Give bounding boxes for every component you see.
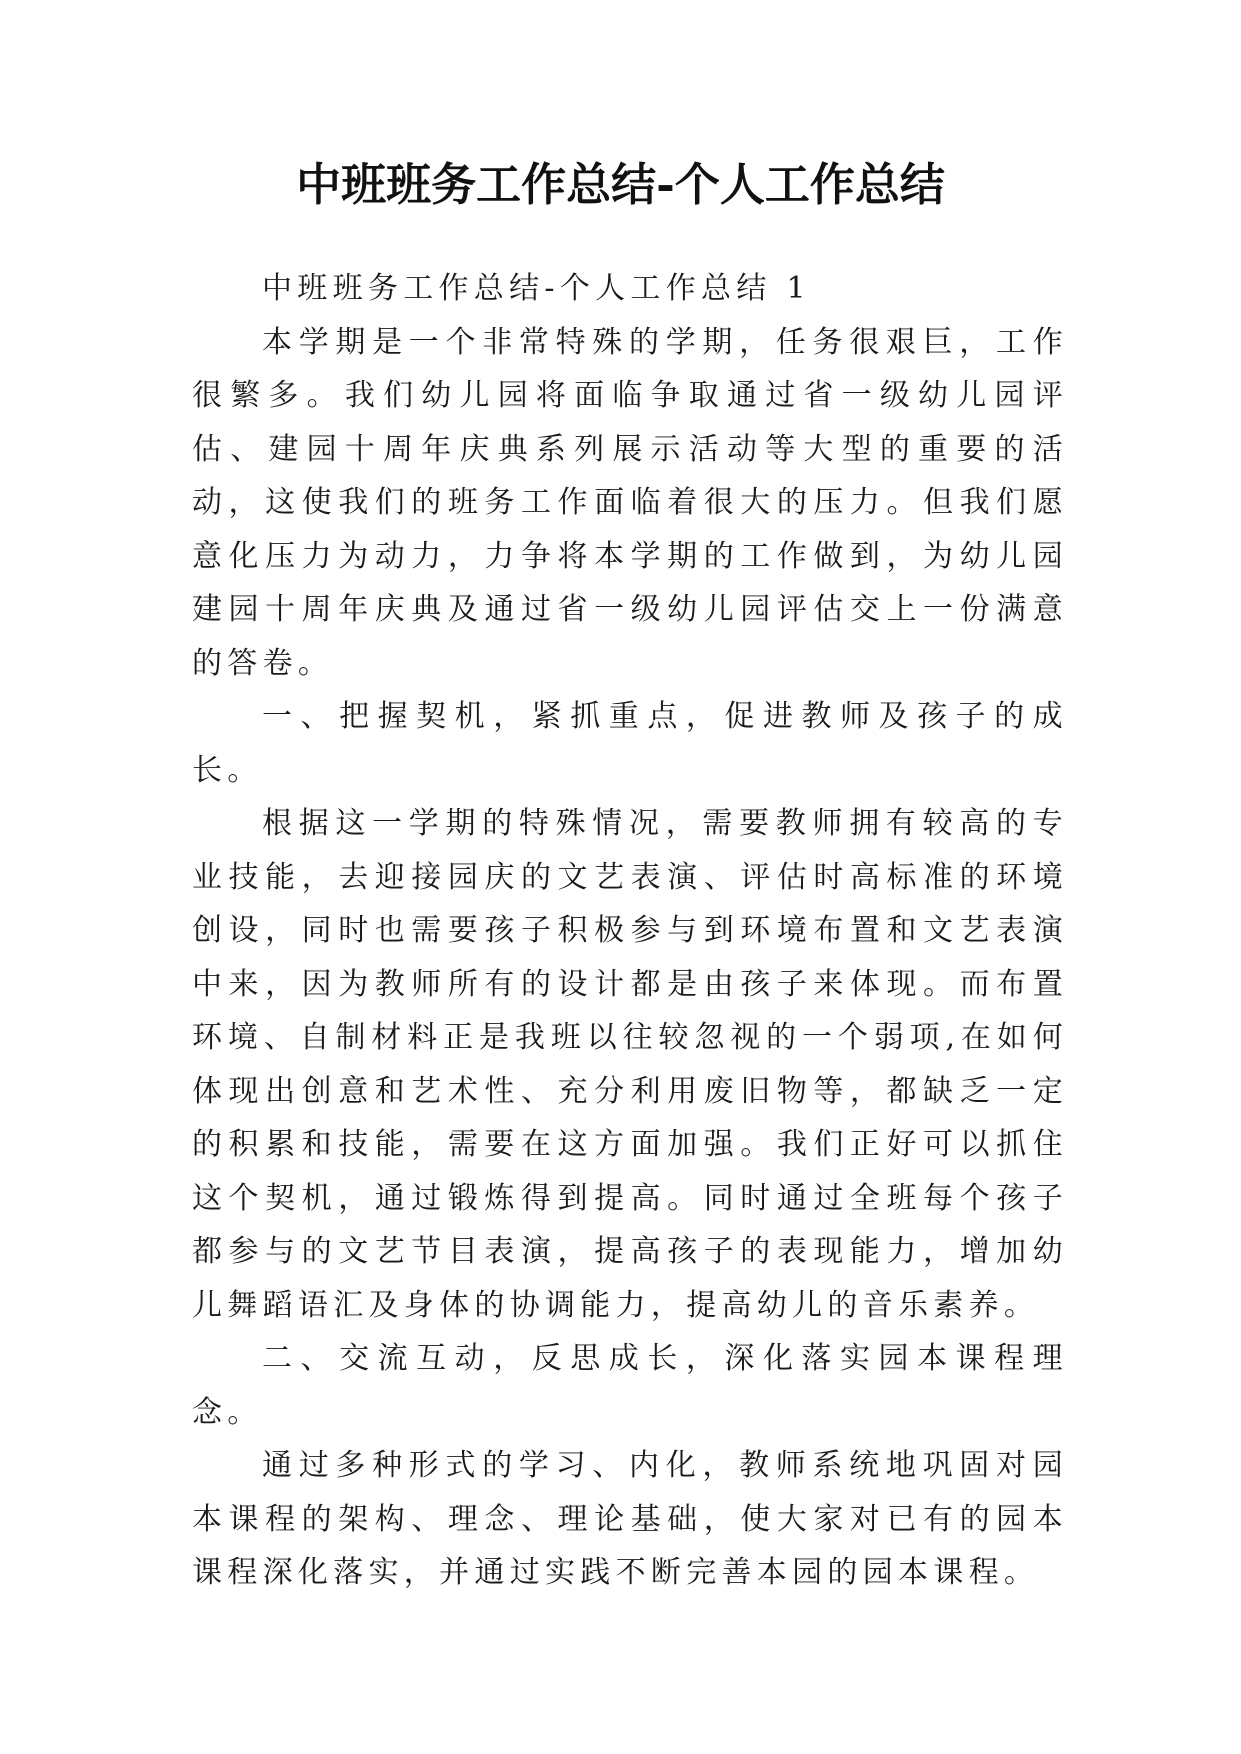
paragraph: 通过多种形式的学习、内化，教师系统地巩固对园本课程的架构、理念、理论基础，使大家对已有的园本课程深化落实，并通过实践不断完善本园的园本课程。 (192, 1448, 1068, 1590)
section-heading: 一、把握契机，紧抓重点，促进教师及孩子的成长。 (192, 699, 1068, 788)
section-heading: 二、交流互动，反思成长，深化落实园本课程理念。 (192, 1341, 1068, 1430)
document-body (192, 262, 1068, 1600)
paragraph: 本学期是一个非常特殊的学期，任务很艰巨，工作很繁多。我们幼儿园将面临争取通过省一级幼儿园评估、建园十周年庆典系列展示活动等大型的重要的活动，这使我们的班务工作面临着很大的压力。但我们愿意化压力为动力，力争将本学期的工作做到，为幼儿园建园十周年庆典及通过省一级幼儿园评估交上一份满意的答卷。 (192, 324, 1068, 681)
document-title: 中班班务工作总结-个人工作总结 (296, 158, 945, 211)
section-heading: 中班班务工作总结-个人工作总结 1 (262, 271, 811, 306)
paragraph: 根据这一学期的特殊情况，需要教师拥有较高的专业技能，去迎接园庆的文艺表演、评估时高标准的环境创设，同时也需要孩子积极参与到环境布置和文艺表演中来，因为教师所有的设计都是由孩子来体现。而布置环境、自制材料正是我班以往较忽视的一个弱项,在如何体现出创意和艺术性、充分利用废旧物等，都缺乏一定的积累和技能，需要在这方面加强。我们正好可以抓住这个契机，通过锻炼得到提高。同时通过全班每个孩子都参与的文艺节目表演，提高孩子的表现能力，增加幼儿舞蹈语汇及身体的协调能力，提高幼儿的音乐素养。 (192, 806, 1068, 1323)
